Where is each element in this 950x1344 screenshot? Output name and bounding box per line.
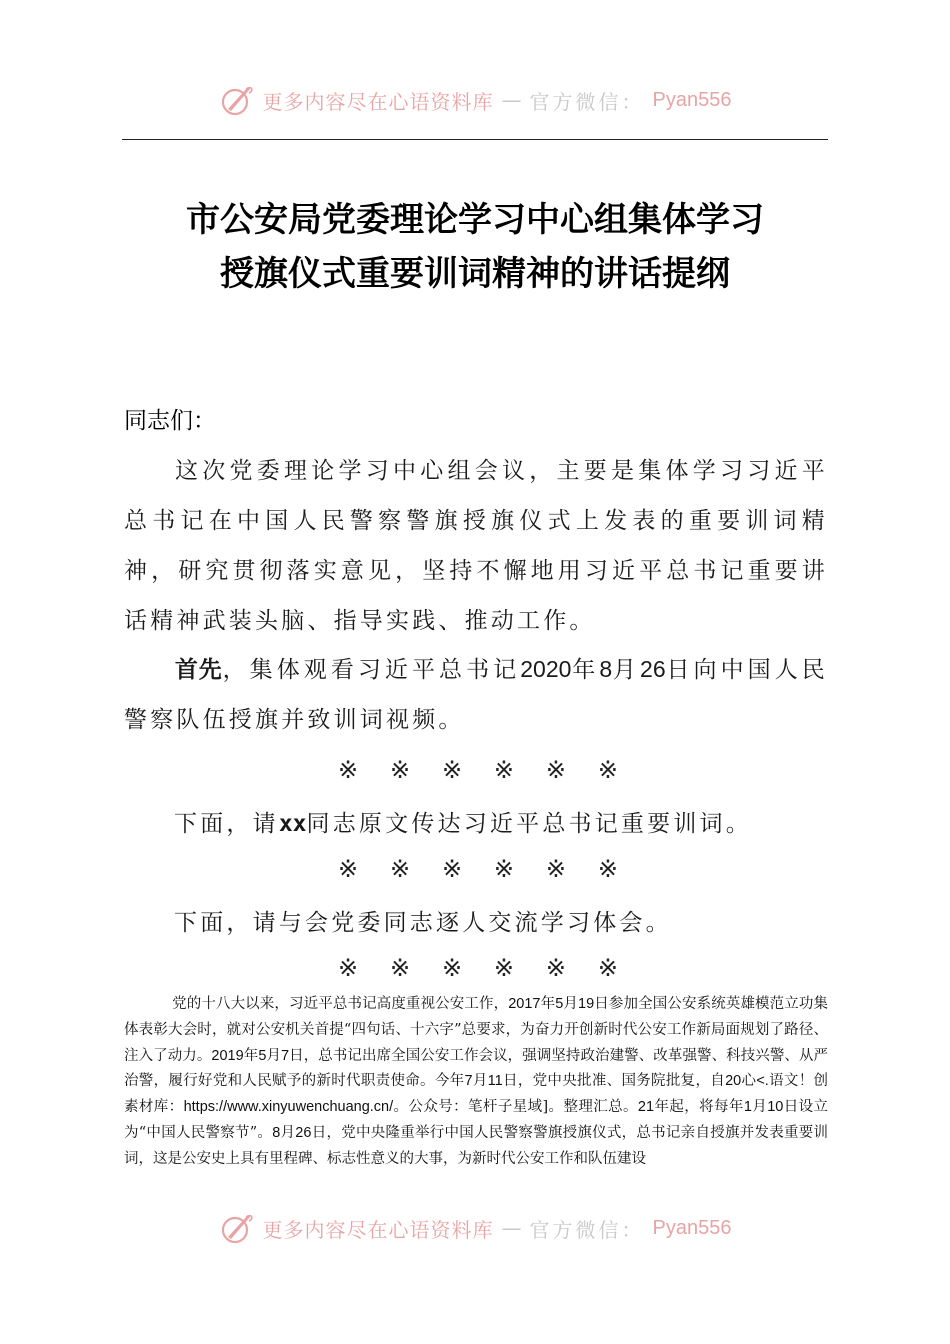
separator-marks bbox=[338, 855, 618, 883]
paragraph-background-text: 年起，将每年 bbox=[654, 1099, 744, 1116]
paragraph-background-text: 月 bbox=[280, 1124, 296, 1141]
banner-wechat-id: Pyan556 bbox=[652, 88, 732, 111]
reference-mark: ※ bbox=[545, 855, 566, 883]
paragraph-relay bbox=[174, 805, 752, 838]
reference-mark: ※ bbox=[545, 756, 566, 784]
paragraph-first-lead: 首先 bbox=[174, 657, 223, 683]
paragraph-background-number: 7 bbox=[464, 1073, 473, 1090]
reference-mark: ※ bbox=[493, 756, 515, 784]
month-value: 8 bbox=[599, 656, 613, 682]
paragraph-background-text: 年 bbox=[243, 1047, 259, 1064]
reference-mark: ※ bbox=[389, 954, 411, 982]
footer-banner bbox=[0, 1210, 950, 1246]
reference-mark: ※ bbox=[441, 855, 463, 883]
reference-mark: ※ bbox=[545, 954, 566, 982]
paragraph-first-text: ，集体观看习近平总书记 bbox=[222, 657, 521, 683]
paragraph-background-text: 日，党中央批准、国务院批复，自 bbox=[502, 1073, 726, 1090]
reference-mark: ※ bbox=[441, 954, 463, 982]
paragraph-first-text: 年 bbox=[571, 657, 600, 683]
header-banner bbox=[0, 82, 950, 118]
banner-wechat-id: Pyan556 bbox=[652, 1216, 732, 1239]
banner-text: 更多内容尽在心语资料库 bbox=[262, 1217, 494, 1242]
document-title-line-2: 授旗仪式重要训词精神的讲话提纲 bbox=[220, 254, 730, 294]
reference-mark: ※ bbox=[338, 855, 359, 883]
day-value: 26 bbox=[640, 656, 666, 682]
quill-pen-logo-icon bbox=[219, 82, 255, 118]
paragraph-first-text: 月 bbox=[612, 657, 641, 683]
paragraph-background-text: 日，党中央隆重举行中国人民警察警旗授旗仪式，总书记亲自授旗并发表重要训词，这是公安史上具有里程碑、标志性意义的大事，为新时代公安工作和队伍建设 bbox=[124, 1124, 829, 1167]
separator-marks bbox=[338, 756, 618, 784]
paragraph-background-text: 心 bbox=[741, 1073, 757, 1090]
paragraph-background-number: 8 bbox=[272, 1124, 281, 1141]
banner-text: 更多内容尽在心语资料库 bbox=[262, 89, 494, 114]
paragraph-background-text: 月 bbox=[472, 1073, 488, 1090]
paragraph-background-number: 5 bbox=[258, 1047, 267, 1064]
paragraph-background-number: 19 bbox=[578, 996, 595, 1012]
paragraph-background-text: 月 bbox=[751, 1099, 768, 1116]
year-value: 2020 bbox=[520, 656, 572, 682]
paragraph-background-number: 11 bbox=[487, 1073, 503, 1090]
paragraph-background-number: 2017 bbox=[508, 996, 541, 1012]
paragraph-background bbox=[124, 992, 828, 1173]
paragraph-background-number: 10 bbox=[767, 1099, 784, 1116]
paragraph-intro bbox=[124, 446, 828, 646]
header-divider bbox=[122, 139, 828, 140]
paragraph-background-text: 日设立为“中国人民警察节”。 bbox=[124, 1099, 829, 1141]
banner-wechat-label: 官方微信： bbox=[529, 1217, 645, 1242]
reference-mark: ※ bbox=[338, 756, 359, 784]
separator-marks bbox=[338, 954, 618, 982]
paragraph-background-number: 26 bbox=[295, 1124, 312, 1141]
paragraph-background-number: 7 bbox=[281, 1047, 290, 1064]
paragraph-background-text: 日，总书记出席全国公安工作会议，强调坚持政治建警、改革强警、科技兴警、从严治警，履行好党和人民赋予的新时代职责使命。今年 bbox=[124, 1047, 829, 1090]
reference-mark: ※ bbox=[338, 954, 359, 982]
banner-wechat-label: 官方微信： bbox=[529, 89, 645, 114]
paragraph-first-text: 日向中国人民警察队伍授旗并致训词视频。 bbox=[124, 657, 828, 733]
paragraph-background-number: 5 bbox=[555, 996, 564, 1012]
name-placeholder: xx bbox=[278, 811, 307, 837]
paragraph-relay-text: 同志原文传达习近平总书记重要训词。 bbox=[306, 811, 752, 837]
paragraph-background-number: 1 bbox=[743, 1099, 752, 1116]
banner-separator: — bbox=[501, 1216, 522, 1240]
paragraph-background-text: 月 bbox=[266, 1047, 282, 1064]
quill-pen-logo-icon bbox=[219, 1210, 255, 1246]
paragraph-intro-text: 这次党委理论学习中心组会议，主要是集体学习习近平总书记在中国人民警察警旗授旗仪式上发表的重要训词精神，研究贯彻落实意见，坚持不懈地用习近平总书记重要讲话精神武装头脑、指导实践、推动工作。 bbox=[124, 458, 828, 634]
paragraph-background-number: 21 bbox=[637, 1099, 655, 1116]
paragraph-relay-text: 下面，请 bbox=[174, 811, 279, 837]
paragraph-background-number: 2019 bbox=[211, 1047, 244, 1064]
paragraph-background-text: 年 bbox=[540, 996, 556, 1012]
document-title-line-1: 市公安局党委理论学习中心组集体学习 bbox=[186, 200, 764, 240]
reference-mark: ※ bbox=[389, 855, 411, 883]
reference-mark: ※ bbox=[597, 855, 618, 883]
paragraph-background-text: 党的十八大以来，习近平总书记高度重视公安工作， bbox=[172, 996, 509, 1012]
banner-separator: — bbox=[501, 88, 522, 112]
reference-mark: ※ bbox=[493, 855, 515, 883]
paragraph-background-text: 月 bbox=[563, 996, 579, 1012]
reference-mark: ※ bbox=[389, 756, 411, 784]
paragraph-background-number: 20 bbox=[725, 1073, 742, 1090]
paragraph-first bbox=[124, 644, 828, 745]
reference-mark: ※ bbox=[441, 756, 463, 784]
reference-mark: ※ bbox=[597, 954, 618, 982]
paragraph-background-text: 。公众号：笔杆子星域]。整理汇总。 bbox=[393, 1099, 638, 1116]
source-url-link[interactable]: https://www.xinyuwenchuang.cn/ bbox=[183, 1099, 394, 1116]
paragraph-background-text: 日参加全国公安系统英雄模范立功集体表彰大会时，就对公安机关首提“四句话、十六字”总要求，为奋力开创新时代公安工作新局面规划了路径、注入了动力。 bbox=[124, 996, 829, 1064]
paragraph-background-text: <. bbox=[756, 1073, 769, 1090]
paragraph-exchange: 下面，请与会党委同志逐人交流学习体会。 bbox=[174, 910, 672, 936]
paragraph-background-text: 语文！创素材库： bbox=[124, 1073, 829, 1116]
reference-mark: ※ bbox=[493, 954, 515, 982]
salutation: 同志们： bbox=[124, 408, 216, 434]
reference-mark: ※ bbox=[597, 756, 618, 784]
